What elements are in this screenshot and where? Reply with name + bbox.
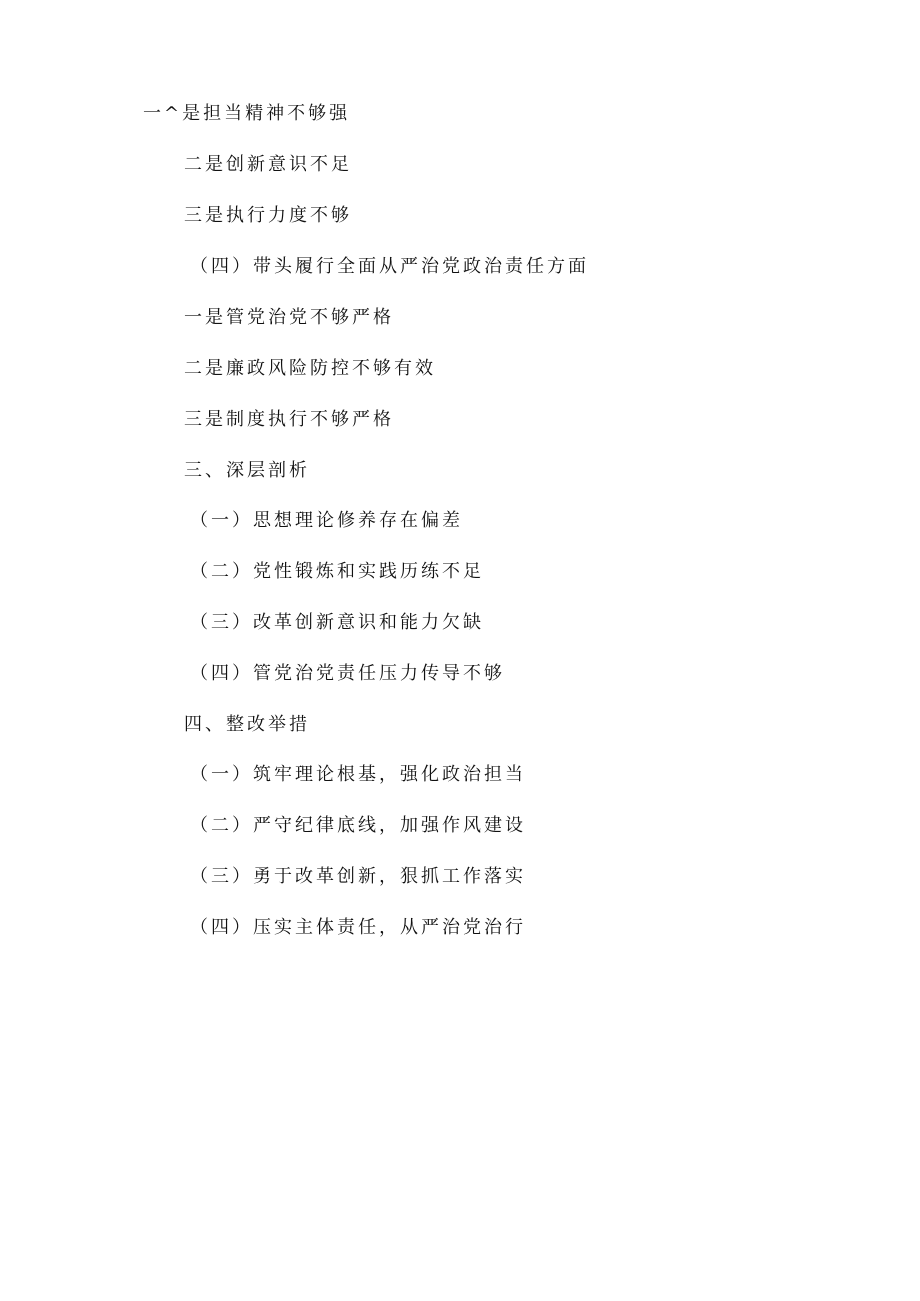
text-line: 三是制度执行不够严格 <box>184 409 394 430</box>
subsection-heading: （三）勇于改革创新，狠抓工作落实 <box>190 866 526 887</box>
subsection-heading: （一）思想理论修养存在偏差 <box>190 510 463 531</box>
text-line: 二是创新意识不足 <box>184 154 352 175</box>
section-heading: 三、深层剖析 <box>184 460 310 481</box>
subsection-heading: （二）严守纪律底线，加强作风建设 <box>190 815 526 836</box>
section-heading: 四、整改举措 <box>184 714 310 735</box>
text-line: 三是执行力度不够 <box>184 205 352 226</box>
subsection-heading: （四）压实主体责任，从严治党治行 <box>190 917 526 938</box>
subsection-heading: （一）筑牢理论根基，强化政治担当 <box>190 764 526 785</box>
text-line: 一^是担当精神不够强 <box>143 103 351 124</box>
subsection-heading: （四）管党治党责任压力传导不够 <box>190 663 505 684</box>
text-line: 一是管党治党不够严格 <box>184 307 394 328</box>
subsection-heading: （二）党性锻炼和实践历练不足 <box>190 561 484 582</box>
section-heading: （四）带头履行全面从严治党政治责任方面 <box>190 256 589 277</box>
subsection-heading: （三）改革创新意识和能力欠缺 <box>190 612 484 633</box>
text-line: 二是廉政风险防控不够有效 <box>184 358 436 379</box>
